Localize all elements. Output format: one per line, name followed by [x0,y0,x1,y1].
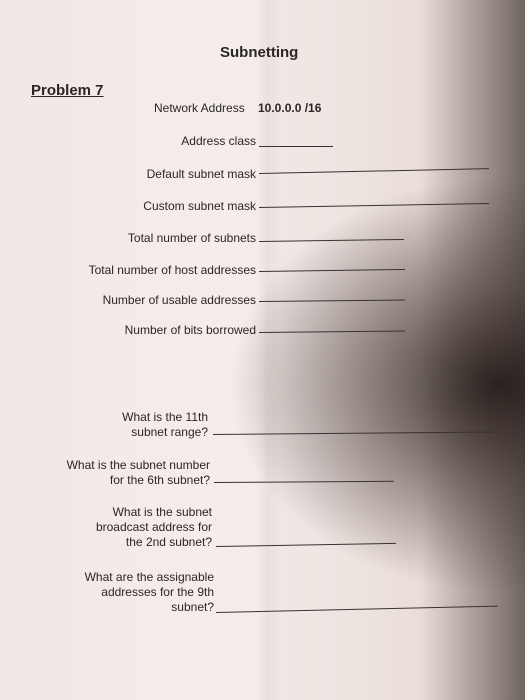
question-9th-subnet-assignable [40,570,214,615]
answer-line-usable-addresses[interactable] [259,299,405,302]
worksheet-title: Subnetting [220,44,299,61]
field-total-host-addresses: Total number of host addresses [88,263,256,277]
answer-line-custom-subnet-mask[interactable] [259,203,489,208]
question-line: What is the subnet [112,505,212,519]
answer-line-bits-borrowed[interactable] [259,330,405,333]
question-line: broadcast address for [95,520,212,534]
field-address-class: Address class [181,134,256,148]
answer-line-2nd-subnet-broadcast[interactable] [216,543,396,547]
question-line: What is the 11th [122,410,208,424]
field-total-subnets: Total number of subnets [127,231,256,245]
network-address-value: 10.0.0.0 /16 [258,101,322,115]
problem-heading: Problem 7 [31,82,104,99]
question-line: the 2nd subnet? [125,535,212,549]
question-line: What is the subnet number [66,458,210,472]
answer-line-6th-subnet-number[interactable] [214,481,394,483]
question-6th-subnet-number [40,458,210,488]
question-line: for the 6th subnet? [109,473,210,487]
field-bits-borrowed: Number of bits borrowed [124,323,256,337]
answer-line-total-host-addresses[interactable] [259,269,405,272]
answer-line-total-subnets[interactable] [259,239,404,242]
question-line: What are the assignable [84,570,214,584]
field-custom-subnet-mask: Custom subnet mask [143,199,256,213]
answer-line-11th-subnet-range[interactable] [213,432,495,435]
field-default-subnet-mask: Default subnet mask [146,167,256,181]
network-address-label: Network Address [154,101,245,115]
question-line: subnet? [171,600,214,614]
answer-line-9th-subnet-assignable[interactable] [216,606,498,613]
question-2nd-subnet-broadcast [60,505,212,550]
question-line: addresses for the 9th [101,585,214,599]
answer-line-default-subnet-mask[interactable] [259,168,489,174]
question-line: subnet range? [131,425,208,439]
field-usable-addresses: Number of usable addresses [102,293,256,307]
answer-line-address-class[interactable] [259,146,333,147]
question-11th-subnet-range [80,410,208,440]
